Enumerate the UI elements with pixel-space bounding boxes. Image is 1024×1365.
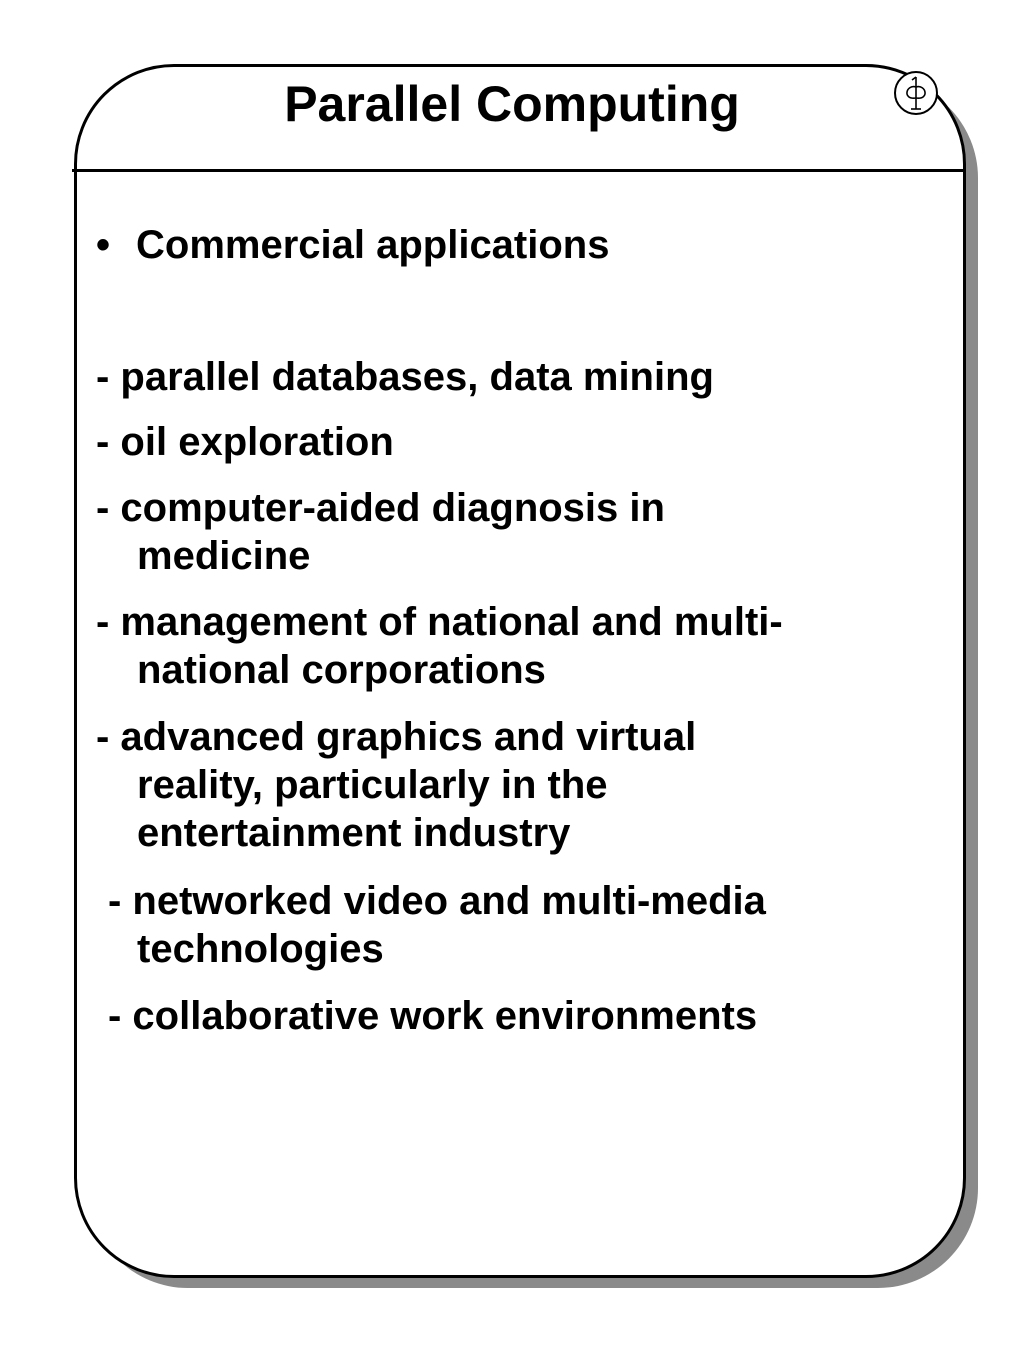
list-item	[96, 598, 896, 694]
crossed-circle-logo-icon	[893, 70, 939, 116]
list-item	[96, 484, 896, 580]
list-item	[96, 713, 896, 857]
list-item-line: technologies	[137, 927, 384, 971]
list-item	[96, 353, 896, 401]
title-divider	[72, 169, 964, 172]
list-item-line: medicine	[137, 534, 311, 578]
list-item-line: reality, particularly in the	[137, 763, 608, 807]
list-item-line: - networked video and multi-media	[108, 879, 766, 923]
bullet-heading	[96, 220, 609, 270]
list-item-line: - parallel databases, data mining	[96, 355, 714, 399]
list-item	[96, 418, 896, 466]
list-item-line: - oil exploration	[96, 420, 394, 464]
list-item	[96, 992, 896, 1040]
list-item-line: entertainment industry	[137, 811, 571, 855]
list-item-line: - management of national and multi-	[96, 600, 783, 644]
list-item-line: - collaborative work environments	[108, 994, 758, 1038]
list-item-line: - advanced graphics and virtual	[96, 715, 697, 759]
list-item	[96, 877, 896, 973]
slide-title: Parallel Computing	[284, 76, 740, 132]
bullet-heading-text: Commercial applications	[136, 223, 610, 267]
bullet-dot: •	[96, 223, 111, 267]
list-item-line: national corporations	[137, 648, 546, 692]
list-item-line: - computer-aided diagnosis in	[96, 486, 665, 530]
